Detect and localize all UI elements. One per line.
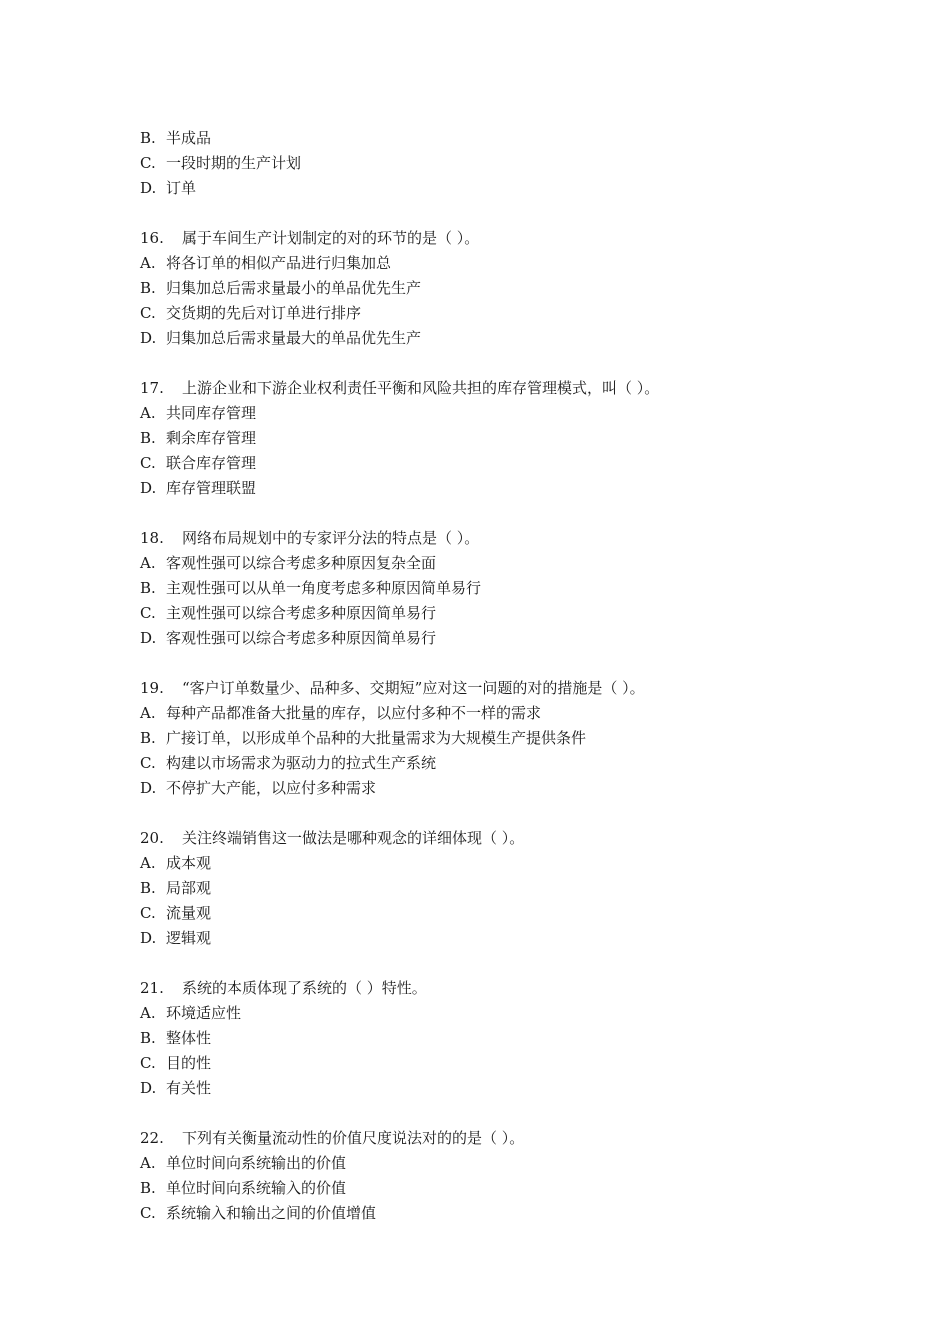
option-letter: A. — [140, 1154, 156, 1172]
option-line — [140, 626, 900, 651]
question-text: 下列有关衡量流动性的价值尺度说法对的的是（ ）。 — [182, 1129, 525, 1147]
option-letter: C. — [140, 754, 156, 772]
question-stem — [140, 826, 900, 851]
option-letter: B. — [140, 579, 156, 597]
option-letter: C. — [140, 454, 156, 472]
question-number: 19. — [140, 679, 164, 697]
question-stem — [140, 226, 900, 251]
option-text: 逻辑观 — [166, 929, 212, 947]
question-stem — [140, 1126, 900, 1151]
question-number: 20. — [140, 829, 164, 847]
option-line — [140, 551, 900, 576]
option-line — [140, 451, 900, 476]
spacer — [140, 801, 900, 826]
option-text: 环境适应性 — [166, 1004, 242, 1022]
option-text: 主观性强可以综合考虑多种原因简单易行 — [166, 604, 437, 622]
spacer — [140, 651, 900, 676]
question-stem — [140, 676, 900, 701]
option-text: 一段时期的生产计划 — [166, 154, 302, 172]
option-text: 交货期的先后对订单进行排序 — [166, 304, 362, 322]
option-text: 客观性强可以综合考虑多种原因复杂全面 — [166, 554, 437, 572]
option-letter: D. — [140, 779, 157, 797]
question-text: 属于车间生产计划制定的对的环节的是（ ）。 — [182, 229, 480, 247]
option-letter: B. — [140, 879, 156, 897]
option-text: 将各订单的相似产品进行归集加总 — [166, 254, 392, 272]
option-letter: A. — [140, 554, 156, 572]
option-line — [140, 1026, 900, 1051]
option-line — [140, 401, 900, 426]
question-text: “客户订单数量少、品种多、交期短”应对这一问题的对的措施是（ ）。 — [182, 679, 645, 697]
option-letter: C. — [140, 304, 156, 322]
option-line — [140, 1176, 900, 1201]
spacer — [140, 201, 900, 226]
option-line — [140, 1151, 900, 1176]
option-text: 有关性 — [166, 1079, 212, 1097]
option-line — [140, 876, 900, 901]
option-text: 目的性 — [166, 1054, 212, 1072]
option-text: 归集加总后需求量最小的单品优先生产 — [166, 279, 422, 297]
option-letter: D. — [140, 1079, 157, 1097]
spacer — [140, 351, 900, 376]
question-stem — [140, 376, 900, 401]
option-line — [140, 701, 900, 726]
option-letter: B. — [140, 129, 156, 147]
option-letter: A. — [140, 254, 156, 272]
option-text: 归集加总后需求量最大的单品优先生产 — [166, 329, 422, 347]
option-text: 单位时间向系统输出的价值 — [166, 1154, 347, 1172]
option-line — [140, 176, 900, 201]
question-number: 17. — [140, 379, 164, 397]
option-line — [140, 426, 900, 451]
option-text: 客观性强可以综合考虑多种原因简单易行 — [166, 629, 437, 647]
option-line — [140, 126, 900, 151]
spacer — [140, 951, 900, 976]
option-letter: A. — [140, 404, 156, 422]
option-line — [140, 151, 900, 176]
option-letter: B. — [140, 279, 156, 297]
option-line — [140, 776, 900, 801]
question-number: 21. — [140, 979, 164, 997]
question-text: 上游企业和下游企业权利责任平衡和风险共担的库存管理模式，叫（ ）。 — [182, 379, 660, 397]
option-text: 流量观 — [166, 904, 212, 922]
option-text: 局部观 — [166, 879, 212, 897]
option-text: 构建以市场需求为驱动力的拉式生产系统 — [166, 754, 437, 772]
option-letter: A. — [140, 1004, 156, 1022]
option-text: 每种产品都准备大批量的库存，以应付多种不一样的需求 — [166, 704, 542, 722]
option-line — [140, 901, 900, 926]
option-text: 共同库存管理 — [166, 404, 257, 422]
option-letter: C. — [140, 604, 156, 622]
option-line — [140, 1001, 900, 1026]
option-text: 剩余库存管理 — [166, 429, 257, 447]
option-letter: A. — [140, 704, 156, 722]
option-text: 系统输入和输出之间的价值增值 — [166, 1204, 377, 1222]
option-text: 单位时间向系统输入的价值 — [166, 1179, 347, 1197]
option-line — [140, 576, 900, 601]
option-text: 订单 — [166, 179, 197, 197]
option-letter: B. — [140, 1029, 156, 1047]
option-text: 广接订单，以形成单个品种的大批量需求为大规模生产提供条件 — [166, 729, 587, 747]
option-text: 库存管理联盟 — [166, 479, 257, 497]
question-number: 16. — [140, 229, 164, 247]
option-letter: C. — [140, 1054, 156, 1072]
option-letter: A. — [140, 854, 156, 872]
option-letter: D. — [140, 479, 157, 497]
option-letter: C. — [140, 154, 156, 172]
option-text: 主观性强可以从单一角度考虑多种原因简单易行 — [166, 579, 482, 597]
question-number: 18. — [140, 529, 164, 547]
option-text: 半成品 — [166, 129, 212, 147]
option-letter: C. — [140, 904, 156, 922]
option-letter: B. — [140, 729, 156, 747]
option-line — [140, 1076, 900, 1101]
option-text: 联合库存管理 — [166, 454, 257, 472]
question-text: 系统的本质体现了系统的（ ）特性。 — [182, 979, 427, 997]
question-text: 关注终端销售这一做法是哪种观念的详细体现（ ）。 — [182, 829, 525, 847]
option-letter: B. — [140, 429, 156, 447]
option-letter: D. — [140, 929, 157, 947]
option-letter: C. — [140, 1204, 156, 1222]
option-line — [140, 851, 900, 876]
option-letter: D. — [140, 329, 157, 347]
option-line — [140, 751, 900, 776]
option-text: 成本观 — [166, 854, 212, 872]
option-line — [140, 926, 900, 951]
spacer — [140, 501, 900, 526]
option-line — [140, 1201, 900, 1226]
question-list — [140, 126, 900, 1226]
option-line — [140, 276, 900, 301]
question-stem — [140, 976, 900, 1001]
question-text: 网络布局规划中的专家评分法的特点是（ ）。 — [182, 529, 480, 547]
option-line — [140, 476, 900, 501]
option-line — [140, 301, 900, 326]
option-letter: D. — [140, 629, 157, 647]
option-letter: D. — [140, 179, 157, 197]
option-line — [140, 726, 900, 751]
option-line — [140, 1051, 900, 1076]
option-line — [140, 251, 900, 276]
option-line — [140, 601, 900, 626]
option-text: 不停扩大产能，以应付多种需求 — [166, 779, 377, 797]
option-text: 整体性 — [166, 1029, 212, 1047]
option-letter: B. — [140, 1179, 156, 1197]
spacer — [140, 1101, 900, 1126]
question-stem — [140, 526, 900, 551]
option-line — [140, 326, 900, 351]
question-number: 22. — [140, 1129, 164, 1147]
